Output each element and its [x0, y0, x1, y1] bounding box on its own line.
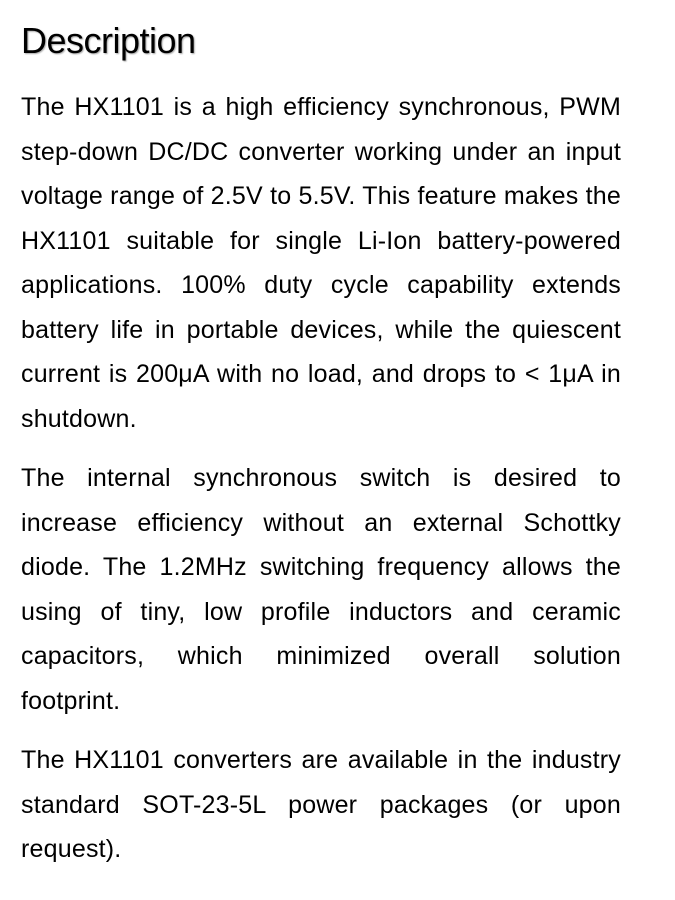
section-heading: Description	[21, 20, 196, 61]
description-paragraph-2: The internal synchronous switch is desired to increase efficiency without an external Schottky diode. The 1.2MHz switching frequency allows the using of tiny, low profile inductors and ceramic capacitors, which minimized overall solution footprint.	[21, 464, 621, 715]
description-paragraph-1: The HX1101 is a high efficiency synchronous, PWM step-down DC/DC converter working under an input voltage range of 2.5V to 5.5V. This feature makes the HX1101 suitable for single Li-Ion battery-powered applications. 100% duty cycle capability extends battery life in portable devices, while the quiescent current is 200μA with no load, and drops to < 1μA in shutdown.	[21, 93, 621, 433]
description-paragraph-3: The HX1101 converters are available in the industry standard SOT-23-5L power packages (or upon request).	[21, 746, 621, 863]
